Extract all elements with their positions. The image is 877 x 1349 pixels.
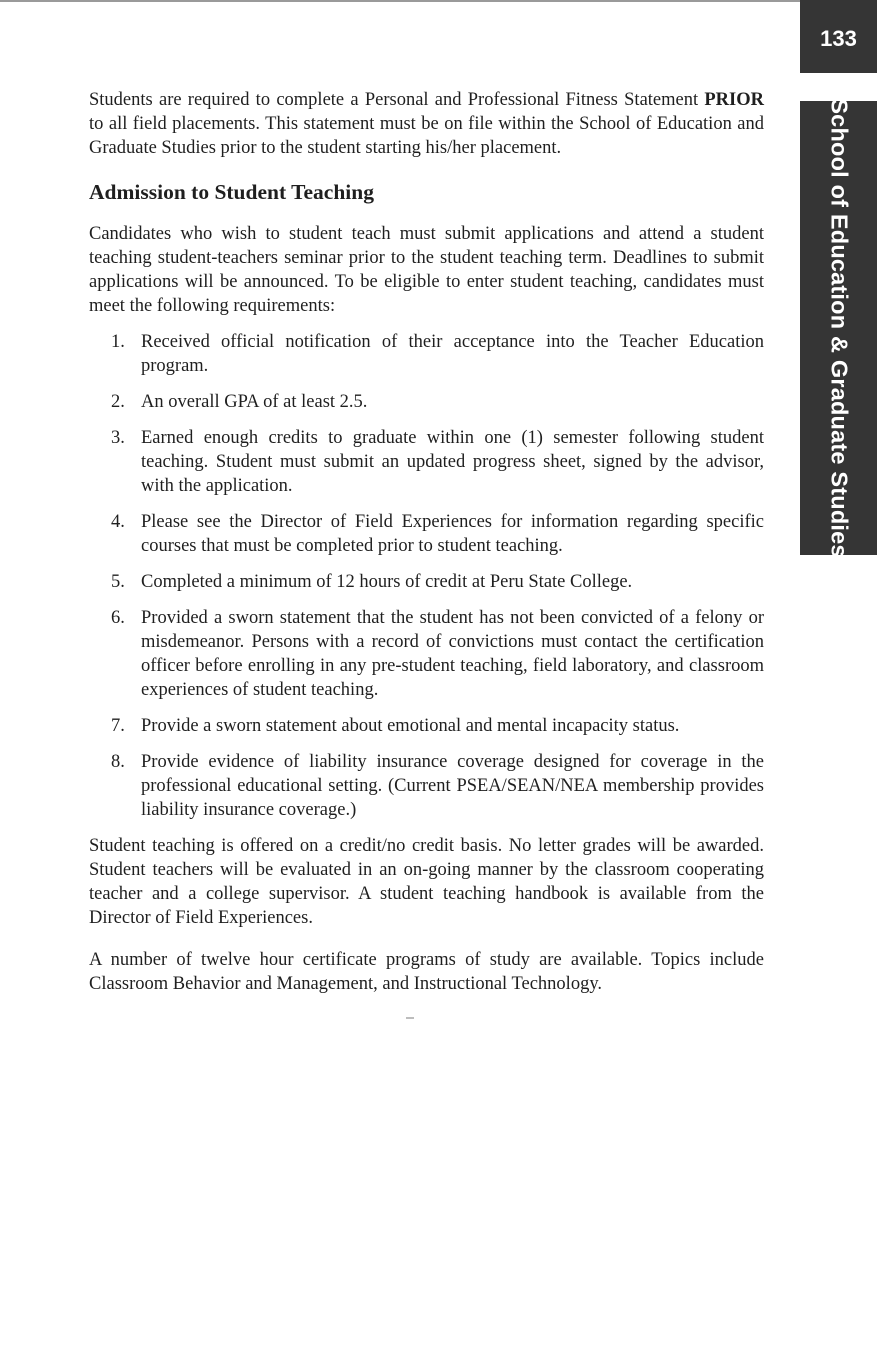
requirement-text: Provide evidence of liability insurance coverage designed for coverage in the professional educational setting. (Current PSEA/SEAN/NEA membership provides liability insurance coverage.) [141, 752, 764, 820]
page-number-tab [800, 0, 877, 73]
requirement-text: Earned enough credits to graduate within one (1) semester following student teaching. Student must submit an updated progress sheet, signed by the advisor, with the application. [141, 428, 764, 496]
requirement-text: Provide a sworn statement about emotional and mental incapacity status. [141, 716, 680, 736]
scan-speck [406, 1017, 414, 1019]
requirement-item [89, 330, 764, 378]
top-rule [0, 0, 815, 2]
requirement-item [89, 570, 764, 594]
requirement-item [89, 390, 764, 414]
intro-text-end: to all field placements. This statement must be on file within the School of Education and Graduate Studies prior to the student starting his/her placement. [89, 114, 764, 158]
intro-emphasis: PRIOR [704, 90, 764, 110]
certificate-paragraph: A number of twelve hour certificate programs of study are available. Topics include Classroom Behavior and Management, and Instructional Technology. [89, 950, 764, 994]
requirement-number: 7. [111, 716, 125, 736]
page-number: 133 [820, 25, 857, 51]
admission-paragraph: Candidates who wish to student teach must submit applications and attend a student teaching student-teachers seminar prior to the student teaching term. Deadlines to submit applications will be announced. To be eligible to enter student teaching, candidates must meet the following requirements: [89, 224, 764, 316]
requirement-number: 1. [111, 332, 125, 352]
requirement-number: 5. [111, 572, 125, 592]
requirement-number: 8. [111, 752, 125, 772]
requirements-list [89, 330, 764, 822]
page-content [89, 88, 764, 996]
grading-paragraph: Student teaching is offered on a credit/no credit basis. No letter grades will be awarded. Student teachers will be evaluated in an on-going manner by the classroom cooperating teacher and a college supervisor. A student teaching handbook is available from the Director of Field Experiences. [89, 836, 764, 928]
section-tab-label: School of Education & Graduate Studies [826, 98, 852, 558]
requirement-number: 6. [111, 608, 125, 628]
requirement-item [89, 714, 764, 738]
requirement-item [89, 426, 764, 498]
requirement-text: Received official notification of their acceptance into the Teacher Education program. [141, 332, 764, 376]
requirement-text: Please see the Director of Field Experiences for information regarding specific courses that must be completed prior to student teaching. [141, 512, 764, 556]
requirement-number: 3. [111, 428, 125, 448]
intro-paragraph [89, 88, 764, 160]
section-tab [800, 98, 877, 558]
requirement-text: An overall GPA of at least 2.5. [141, 392, 368, 412]
requirement-number: 2. [111, 392, 125, 412]
requirement-item [89, 750, 764, 822]
section-heading: Admission to Student Teaching [89, 180, 374, 204]
requirement-text: Completed a minimum of 12 hours of credit at Peru State College. [141, 572, 633, 592]
intro-text-start: Students are required to complete a Personal and Professional Fitness Statement [89, 90, 705, 110]
requirement-item [89, 606, 764, 702]
requirement-number: 4. [111, 512, 125, 532]
requirement-item [89, 510, 764, 558]
requirement-text: Provided a sworn statement that the student has not been convicted of a felony or misdemeanor. Persons with a record of convictions must contact the certification officer before enrolling in any pre-student teaching, field laboratory, and classroom experiences of student teaching. [141, 608, 764, 700]
